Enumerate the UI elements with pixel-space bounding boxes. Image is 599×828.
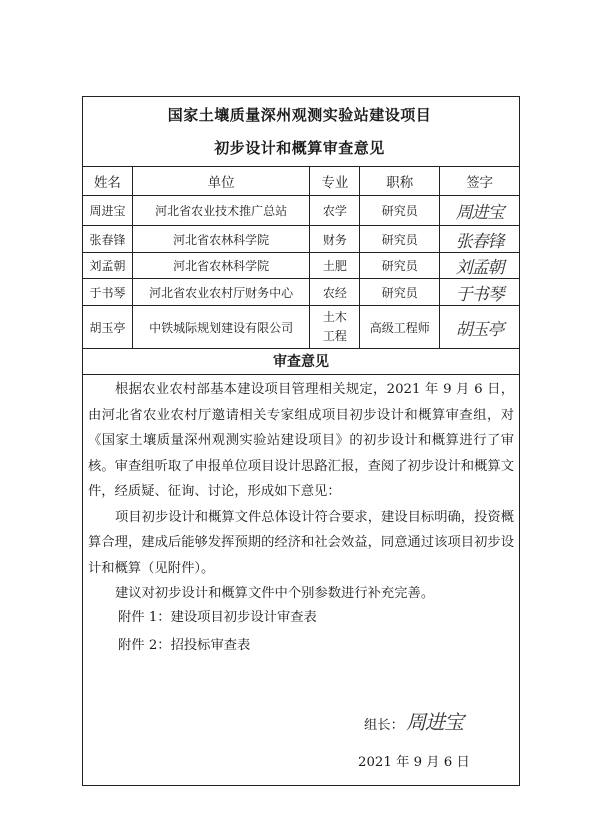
cell-title: 研究员 [360,226,440,253]
header-signature: 签字 [440,167,520,196]
table-row [83,306,520,349]
cell-name: 张春锋 [83,226,133,253]
cell-signature: 周进宝 [440,196,520,226]
cell-signature: 刘孟朝 [440,253,520,279]
attachment-1: 附件 1：建设项目初步设计审查表 [118,610,317,625]
cell-signature: 胡玉亭 [440,306,520,349]
cell-major: 财务 [310,226,360,253]
document-title-line1: 国家土壤质量深州观测实验站建设项目 [167,106,432,124]
table-row [83,226,520,253]
leader-signature: 周进宝 [406,710,463,734]
cell-unit: 河北省农业农村厅财务中心 [132,279,310,306]
cell-unit: 河北省农业技术推广总站 [132,196,310,226]
header-title: 职称 [360,167,440,196]
table-row [83,279,520,306]
paragraph: 建议对初步设计和概算文件中个别参数进行补充完善。 [115,586,435,601]
cell-title: 研究员 [360,279,440,306]
cell-major: 农经 [310,279,360,306]
cell-major: 农学 [310,196,360,226]
cell-name: 周进宝 [83,196,133,226]
cell-unit: 中铁城际规划建设有限公司 [132,306,310,349]
cell-signature: 于书琴 [440,279,520,306]
header-name: 姓名 [83,167,133,196]
cell-title: 研究员 [360,253,440,279]
cell-unit: 河北省农林科学院 [132,226,310,253]
paragraph: 项目初步设计和概算文件总体设计符合要求，建设目标明确，投资概算合理，建成后能够发挥预期的经济和社会效益，同意通过该项目初步设计和概算（见附件）。 [88,509,514,576]
cell-signature: 张春锋 [440,226,520,253]
leader-label: 组长： [364,718,404,733]
cell-name: 刘孟朝 [83,253,133,279]
reviewer-table [82,166,520,349]
header-major: 专业 [310,167,360,196]
table-row [83,253,520,279]
table-header-row [83,167,520,196]
cell-unit: 河北省农林科学院 [132,253,310,279]
cell-title: 高级工程师 [360,306,440,349]
opinion-body [88,377,514,607]
cell-title: 研究员 [360,196,440,226]
cell-name: 于书琴 [83,279,133,306]
cell-major: 土木工程 [310,306,360,349]
paragraph: 根据农业农村部基本建设项目管理相关规定，2021 年 9 月 6 日，由河北省农业农村厅邀请相关专家组成项目初步设计和概算审查组，对《国家土壤质量深州观测实验站建设项目》的初步设计和概算进行了审核。审查组听取了申报单位项目设计思路汇报，查阅了初步设计和概算文件，经质疑、征询、讨论，形成如下意见： [88,382,514,499]
section-title: 审查意见 [82,349,520,375]
table-row [83,196,520,226]
document-title-line2: 初步设计和概算审查意见 [214,139,385,157]
signing-date: 2021 年 9 月 6 日 [358,755,470,770]
cell-name: 胡玉亭 [83,306,133,349]
attachment-2: 附件 2：招投标审查表 [118,638,251,653]
cell-major: 土肥 [310,253,360,279]
header-unit: 单位 [132,167,310,196]
